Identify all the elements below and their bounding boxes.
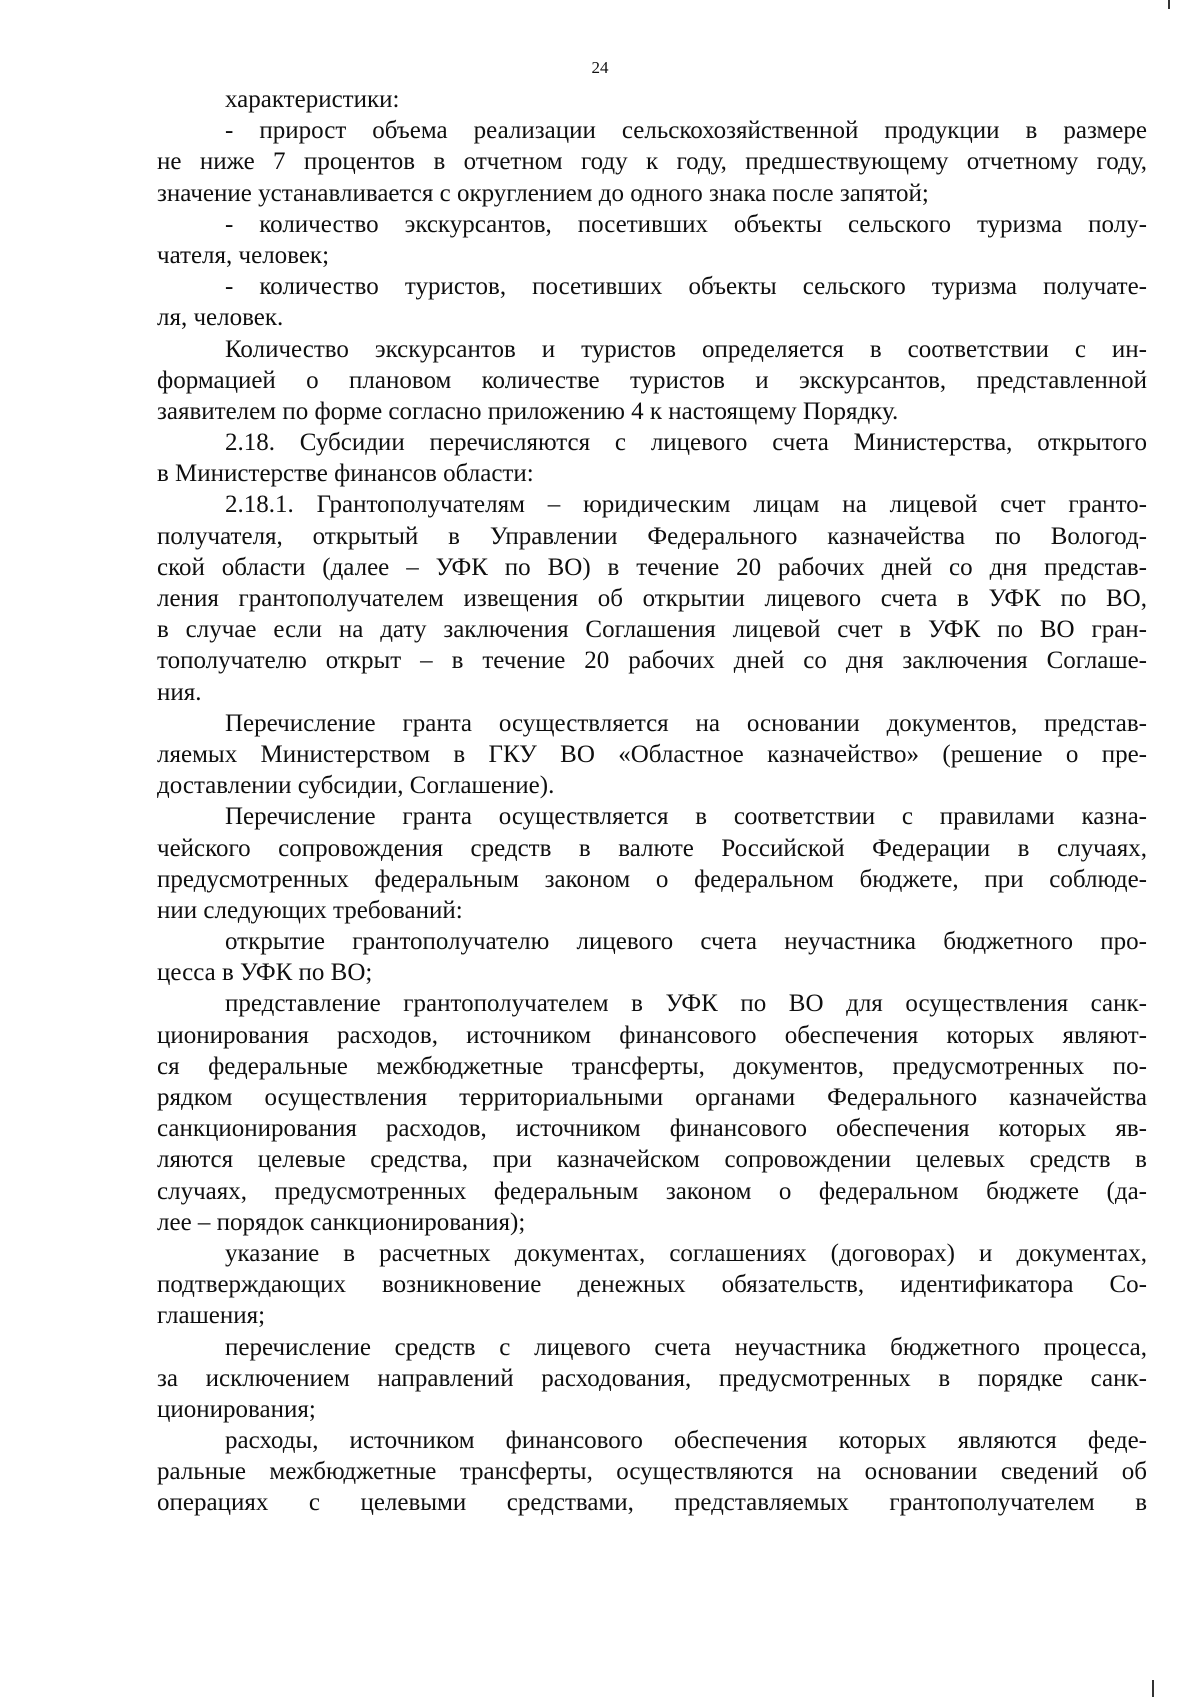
text-line: характеристики: xyxy=(225,86,400,113)
text-line: Перечисление гранта осуществляется в соответствии с правилами казна- xyxy=(225,803,1147,831)
text-line: ления грантополучателем извещения об открытии лицевого счета в УФК по ВО, xyxy=(157,585,1147,612)
text-line: представление грантополучателем в УФК по ВО для осуществления санк- xyxy=(225,990,1147,1018)
text-line: 2.18. Субсидии перечисляются с лицевого счета Министерства, открытого xyxy=(225,429,1147,457)
text-line: предусмотренных федеральным законом о федеральном бюджете, при соблюде- xyxy=(157,865,1147,893)
text-line: - прирост объема реализации сельскохозяйственной продукции в размере xyxy=(225,117,1147,145)
text-line: ционирования; xyxy=(157,1395,316,1423)
text-line: Перечисление гранта осуществляется на основании документов, представ- xyxy=(225,709,1147,737)
text-line: санкционирования расходов, источником финансового обеспечения которых яв- xyxy=(157,1115,1147,1143)
text-line: открытие грантополучателю лицевого счета неучастника бюджетного про- xyxy=(225,928,1147,956)
text-line: ральные межбюджетные трансферты, осуществляются на основании сведений об xyxy=(157,1458,1147,1486)
text-line: расходы, источником финансового обеспечения которых являются феде- xyxy=(225,1427,1147,1455)
text-line: - количество экскурсантов, посетивших объекты сельского туризма полу- xyxy=(225,210,1147,238)
text-line: получателя, открытый в Управлении Федерального казначейства по Вологод- xyxy=(157,522,1147,550)
text-line: случаях, предусмотренных федеральным законом о федеральном бюджете (да- xyxy=(157,1177,1147,1205)
text-line: 2.18.1. Грантополучателям – юридическим лицам на лицевой счет гранто- xyxy=(225,491,1147,519)
text-line: ционирования расходов, источником финансового обеспечения которых являют- xyxy=(157,1021,1147,1049)
text-line: тополучателю открыт – в течение 20 рабочих дней со дня заключения Соглаше- xyxy=(157,647,1147,675)
document-body xyxy=(157,84,1147,1519)
text-line: формацией о плановом количестве туристов и экскурсантов, представленной xyxy=(157,366,1147,394)
text-line: ляемых Министерством в ГКУ ВО «Областное казначейство» (решение о пре- xyxy=(157,740,1147,768)
text-line: в случае если на дату заключения Соглашения лицевой счет в УФК по ВО гран- xyxy=(157,616,1147,644)
text-line: доставлении субсидии, Соглашение). xyxy=(157,772,555,800)
text-line: ляются целевые средства, при казначейском сопровождении целевых средств в xyxy=(157,1146,1147,1174)
text-line: лее – порядок санкционирования); xyxy=(157,1208,526,1236)
text-line: чейского сопровождения средств в валюте Российской Федерации в случаях, xyxy=(157,834,1147,862)
scan-mark-bottom-right xyxy=(1152,1680,1154,1697)
text-line: ния. xyxy=(157,678,202,706)
text-line: не ниже 7 процентов в отчетном году к году, предшествующему отчетному году, xyxy=(157,148,1147,176)
text-line: ся федеральные межбюджетные трансферты, документов, предусмотренных по- xyxy=(157,1052,1147,1080)
text-line: перечисление средств с лицевого счета неучастника бюджетного процесса, xyxy=(225,1333,1147,1361)
text-line: указание в расчетных документах, соглашениях (договорах) и документах, xyxy=(225,1239,1147,1267)
text-line: в Министерстве финансов области: xyxy=(157,460,534,488)
scan-mark-top-right xyxy=(1168,0,1170,9)
text-line: подтверждающих возникновение денежных обязательств, идентификатора Со- xyxy=(157,1271,1147,1299)
text-line: ской области (далее – УФК по ВО) в течение 20 рабочих дней со дня представ- xyxy=(157,553,1147,581)
text-line: нии следующих требований: xyxy=(157,896,463,924)
text-line: глашения; xyxy=(157,1302,266,1330)
text-line: значение устанавливается с округлением до одного знака после запятой; xyxy=(157,179,929,207)
text-line: чателя, человек; xyxy=(157,241,330,269)
text-line: за исключением направлений расходования, предусмотренных в порядке санк- xyxy=(157,1364,1147,1392)
text-line: Количество экскурсантов и туристов определяется в соответствии с ин- xyxy=(225,335,1147,363)
text-line: - количество туристов, посетивших объекты сельского туризма получате- xyxy=(225,273,1147,301)
text-line: ля, человек. xyxy=(157,304,284,332)
text-line: цесса в УФК по ВО; xyxy=(157,959,373,987)
text-line: операциях с целевыми средствами, представляемых грантополучателем в xyxy=(157,1489,1147,1517)
text-line: рядком осуществления территориальными органами Федерального казначейства xyxy=(157,1084,1147,1111)
text-line: заявителем по форме согласно приложению 4 к настоящему Порядку. xyxy=(157,397,899,425)
page-number: 24 xyxy=(591,58,609,77)
